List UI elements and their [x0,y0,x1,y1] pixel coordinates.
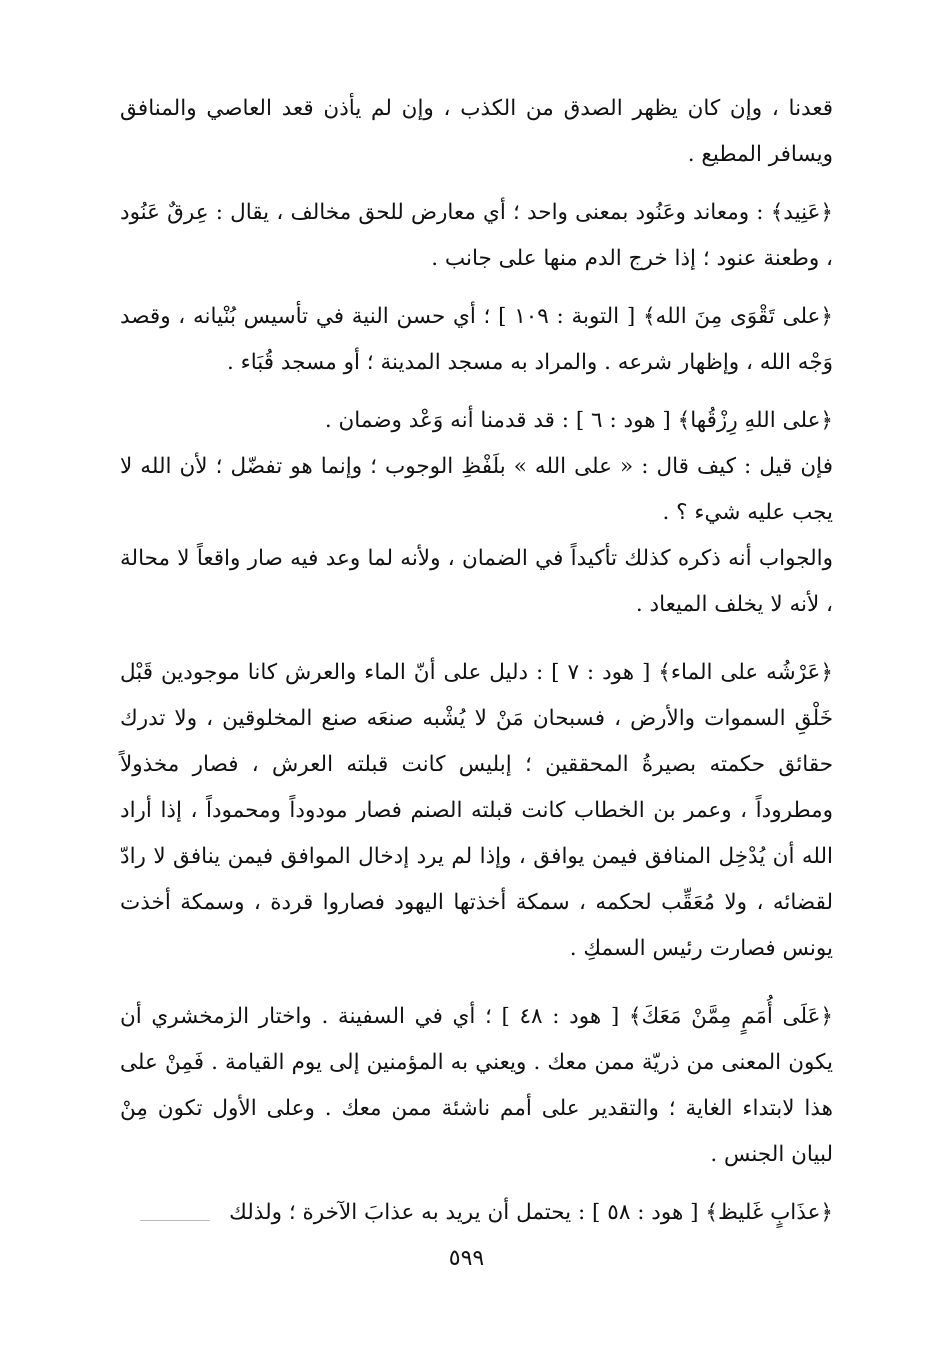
paragraph-question: فإن قيل : كيف قال : « على الله » بلَفْظِ الوجوب ؛ وإنما هو تفضّل ؛ لأن الله لا يجب عليه شيء ؟ . [120,454,833,525]
paragraph-adhab: ﴿عذَابٍ غَليظ﴾ [ هود : ٥٨ ] : يحتمل أن يريد به عذابَ الآخرة ؛ ولذلك [229,1200,833,1225]
paragraph-anid: ﴿عَنِيد﴾ : ومعاند وعَنُود بمعنى واحد ؛ أي معارض للحق مخالف ، يقال : عِرقٌ عَنُود ، وطعنة عنود ؛ إذا خرج الدم منها على جانب . [120,200,833,271]
footnote-divider [140,1220,210,1221]
spacer [120,282,833,294]
paragraph-intro-continuation: قعدنا ، وإن كان يظهر الصدق من الكذب ، وإن لم يأذن قعد العاصي والمنافق ويسافر المطيع . [120,96,833,167]
page-number: ٥٩٩ [448,1246,485,1271]
paragraph-ala-taqwa: ﴿على تَقْوَى مِنَ الله﴾ [ التوبة : ١٠٩ ] ؛ أي حسن النية في تأسيس بُنْيانه ، وقصد وَجْه الله ، وإظهار شرعه . والمراد به مسجد المدينة ؛ أو مسجد قُبَاء . [120,304,833,375]
spacer [120,178,833,190]
spacer [120,628,833,650]
paragraph-arshuhu: ﴿عَرْشُه على الماء﴾ [ هود : ٧ ] : دليل على أنّ الماء والعرش كانا موجودين قَبْل خَلْقِ السموات والأرض ، فسبحان مَنْ لا يُشْبه صنعَه صنع المخلوقين ، ولا تدرك حقائق حكمته بصيرةُ المحققين ؛ إبليس كانت قبلته العرش ، فصار مخذولاً ومطروداً ، وعمر بن الخطاب كانت قبلته الصنم فصار مودوداً ومحموداً ، إذا أراد الله أن يُدْخِل المنافق فيمن يوافق ، وإذا لم يرد إدخال الموافق فيمن ينافق لا رادّ لقضائه ، ولا مُعَقِّب لحكمه ، سمكة أخذتها اليهود فصاروا قردة ، وسمكة أخذت يونس فصارت رئيس السمكِ . [120,660,833,961]
spacer [120,972,833,994]
paragraph-rizquha: ﴿على اللهِ رِزْقُها﴾ [ هود : ٦ ] : قد قدمنا أنه وَعْد وضمان . [324,408,833,433]
paragraph-answer: والجواب أنه ذكره كذلك تأكيداً في الضمان ، ولأنه لما وعد فيه صار واقعاً لا محالة ، لأنه لا يخلف الميعاد . [120,546,833,617]
paragraph-umam: ﴿عَلَى أُمَمٍ مِمَّنْ مَعَكَ﴾ [ هود : ٤٨ ] ؛ أي في السفينة . واختار الزمخشري أن يكون المعنى من ذريّة ممن معك . ويعني به المؤمنين إلى يوم القيامة . فَمِنْ على هذا لابتداء الغاية ؛ والتقدير على أمم ناشئة ممن معك . وعلى الأول تكون مِنْ لبيان الجنس . [120,1004,834,1167]
spacer [120,386,833,398]
spacer [120,1178,833,1190]
document-body [120,86,833,1236]
